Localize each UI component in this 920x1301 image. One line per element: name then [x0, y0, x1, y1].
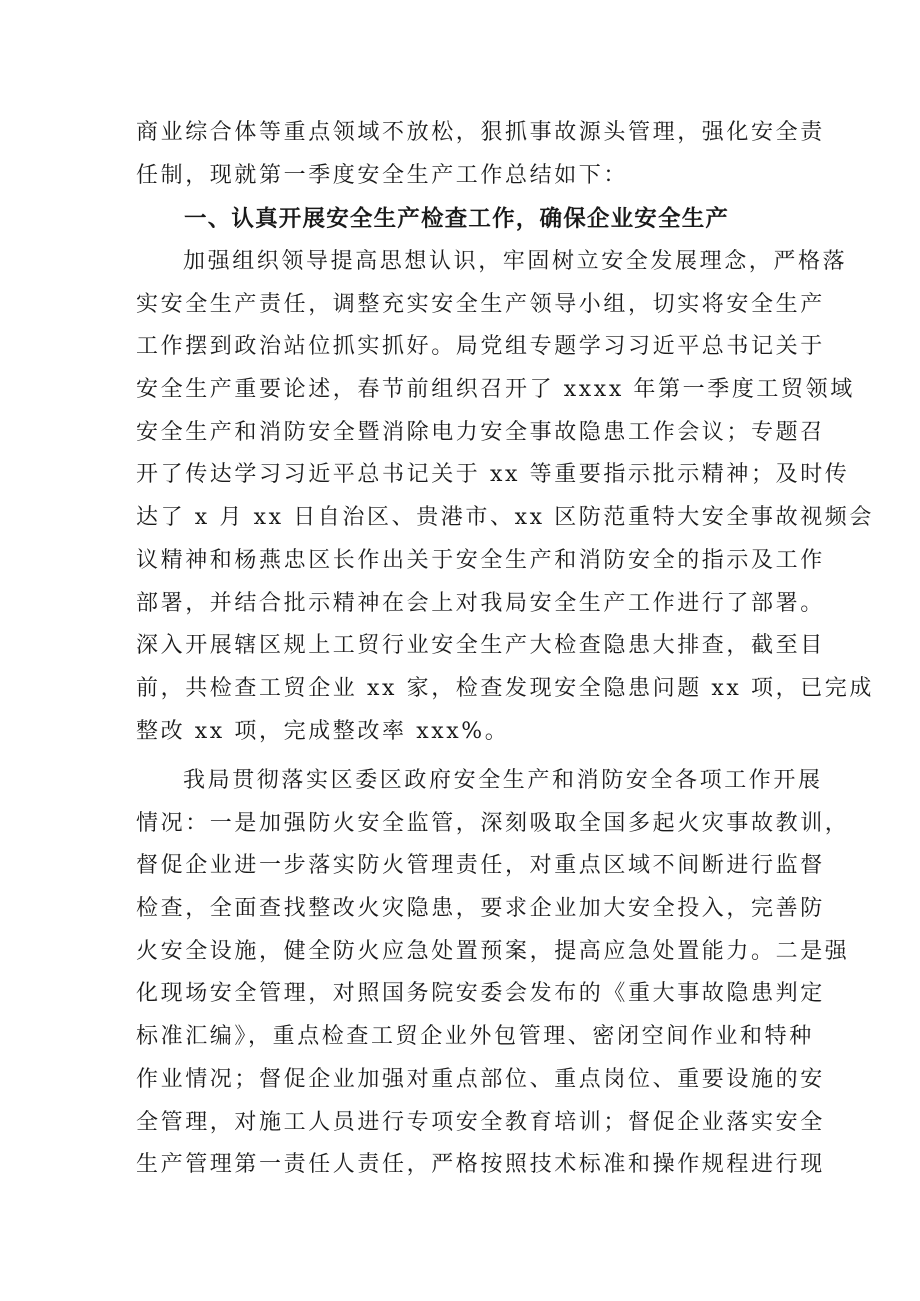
heading-text: 一、认真开展安全生产检查工作，确保企业安全生产 — [184, 206, 730, 232]
text-line: 作业情况；督促企业加强对重点部位、重点岗位、重要设施的安 — [136, 1066, 825, 1092]
text-line: 议精神和杨燕忠区长作出关于安全生产和消防安全的指示及工作 — [136, 547, 825, 573]
text-line: 督促企业进一步落实防火管理责任，对重点区域不间断进行监督 — [136, 853, 825, 879]
text-line: 安全生产和消防安全暨消除电力安全事故隐患工作会议；专题召 — [136, 419, 825, 445]
text-line: 标准汇编》，重点检查工贸企业外包管理、密闭空间作业和特种 — [136, 1024, 814, 1050]
text-line: 任制，现就第一季度安全生产工作总结如下： — [136, 162, 629, 188]
text-line: 检查，全面查找整改火灾隐患，要求企业加大安全投入，完善防 — [136, 896, 825, 922]
intro-text — [136, 112, 825, 197]
text-line: 深入开展辖区规上工贸行业安全生产大检查隐患大排查，截至目 — [136, 633, 825, 659]
text-line: 化现场安全管理，对照国务院安委会发布的《重大事故隐患判定 — [136, 981, 825, 1007]
text-line: 达了 x 月 xx 日自治区、贵港市、xx 区防范重特大安全事故视频会 — [136, 505, 875, 531]
paragraph-2 — [136, 760, 850, 1187]
text-line: 全管理，对施工人员进行专项安全教育培训；督促企业落实安全 — [136, 1109, 825, 1135]
text-line: 整改 xx 项，完成整改率 xxx%。 — [136, 718, 510, 744]
text-line: 我局贯彻落实区委区政府安全生产和消防安全各项工作开展 — [183, 768, 823, 793]
text-line: 安全生产重要论述，春节前组织召开了 xxxx 年第一季度工贸领域 — [136, 377, 855, 403]
text-line: 部署，并结合批示精神在会上对我局安全生产工作进行了部署。 — [136, 590, 825, 616]
text-line: 火安全设施，健全防火应急处置预案，提高应急处置能力。二是强 — [136, 938, 850, 964]
section-heading — [184, 198, 804, 241]
text-line: 开了传达学习习近平总书记关于 xx 等重要指示批示精神；及时传 — [136, 462, 850, 488]
text-line: 加强组织领导提高思想认识，牢固树立安全发展理念，严格落 — [183, 249, 848, 274]
text-line: 商业综合体等重点领域不放松，狠抓事故源头管理，强化安全责 — [136, 120, 825, 145]
text-line: 情况：一是加强防火安全监管，深刻吸取全国多起火灾事故教训， — [136, 810, 850, 836]
text-line: 前，共检查工贸企业 xx 家，检查发现安全隐患问题 xx 项，已完成 — [136, 675, 875, 701]
paragraph-1 — [136, 241, 875, 753]
text-line: 实安全生产责任，调整充实安全生产领导小组，切实将安全生产 — [136, 291, 825, 317]
text-line: 工作摆到政治站位抓实抓好。局党组专题学习习近平总书记关于 — [136, 334, 825, 360]
text-line: 生产管理第一责任人责任，严格按照技术标准和操作规程进行现 — [136, 1152, 825, 1178]
